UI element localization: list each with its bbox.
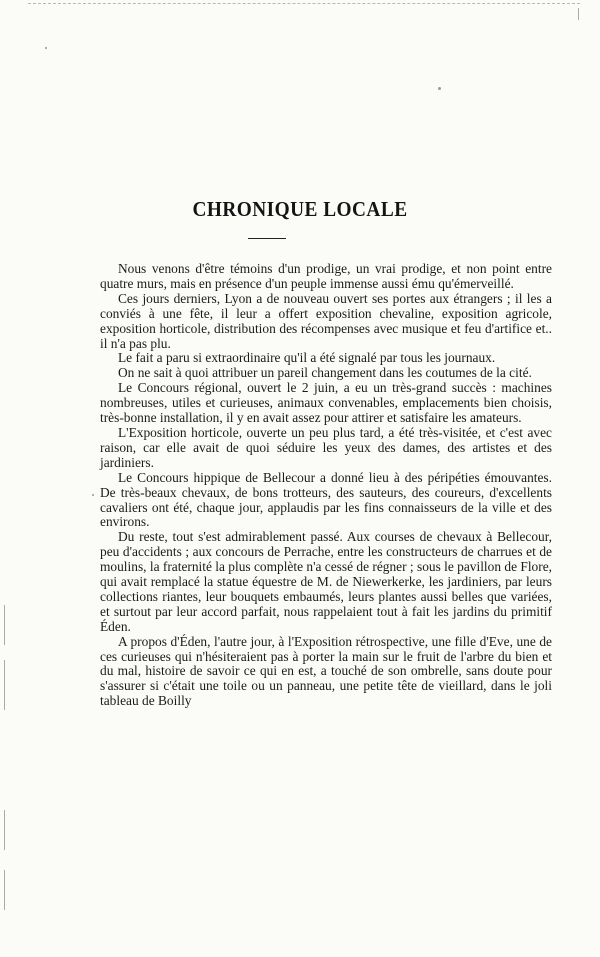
paragraph: On ne sait à quoi attribuer un pareil changement dans les coutumes de la cité.	[118, 365, 532, 381]
article-body	[100, 262, 552, 709]
page-top-edge	[28, 3, 580, 4]
paper-speck	[45, 47, 47, 49]
page-title: CHRONIQUE LOCALE	[192, 197, 408, 221]
margin-mark	[4, 810, 5, 850]
paragraph: Le fait a paru si extraordinaire qu'il a été signalé par tous les journaux.	[118, 350, 496, 366]
margin-mark	[4, 660, 5, 710]
title-rule	[248, 238, 286, 239]
paper-speck	[438, 87, 441, 90]
margin-mark	[4, 870, 5, 910]
paragraph: L'Exposition horticole, ouverte un peu plus tard, a été très-visitée, et c'est avec raison, car elle avait de quoi séduire les yeux des dames, des artistes et des jardiniers.	[100, 424, 552, 470]
margin-mark	[4, 605, 5, 645]
margin-mark	[578, 8, 579, 20]
paragraph: Le Concours régional, ouvert le 2 juin, a eu un très-grand succès : machines nombreuses, utiles et curieuses, animaux convenables, emplacements bien choisis, très-bonne installation, il y en avait assez pour attirer et satisfaire les amateurs.	[100, 380, 552, 426]
paper-speck	[92, 494, 94, 496]
paragraph: Du reste, tout s'est admirablement passé. Aux courses de chevaux à Bellecour, peu d'accidents ; aux concours de Perrache, entre les constructeurs de charrues et de moulins, la fraternité la plus complète n'a cessé de régner ; sous le pavillon de Flore, qui avait remplacé la statue équestre de M. de Niewerkerke, les jardiniers, par leurs collections riantes, leur bouquets embaumés, leurs plantes aussi belles que variées, et surtout par leur accord parfait, nous rappelaient tout à fait les jardins du primitif Éden.	[100, 529, 552, 634]
paragraph: Nous venons d'être témoins d'un prodige, un vrai prodige, et non point entre quatre murs, mais en présence d'un peuple immense aussi ému qu'émerveillé.	[100, 261, 552, 291]
paragraph: A propos d'Éden, l'autre jour, à l'Exposition rétrospective, une fille d'Eve, une de ces curieuses qui n'hésiteraient pas à porter la main sur le fruit de l'arbre du bien et du mal, histoire de savoir ce qui en est, a touché de son ombrelle, sans doute pour s'assurer si c'était une toile ou un panneau, une petite tête de vieillard, dans le joli tableau de Boilly	[100, 633, 552, 709]
paragraph: Ces jours derniers, Lyon a de nouveau ouvert ses portes aux étrangers ; il les a conviés à une fête, il leur a offert exposition chevaline, exposition agricole, exposition horticole, distribution des récompenses avec musique et feu d'artifice et.. il n'a pas plu.	[100, 290, 552, 351]
paragraph: Le Concours hippique de Bellecour a donné lieu à des péripéties émouvantes. De très-beaux chevaux, de bons trotteurs, des sauteurs, des coureurs, d'excellents cavaliers ont été, chaque jour, applaudis par les fins connaisseurs de la ville et des environs.	[100, 469, 552, 530]
